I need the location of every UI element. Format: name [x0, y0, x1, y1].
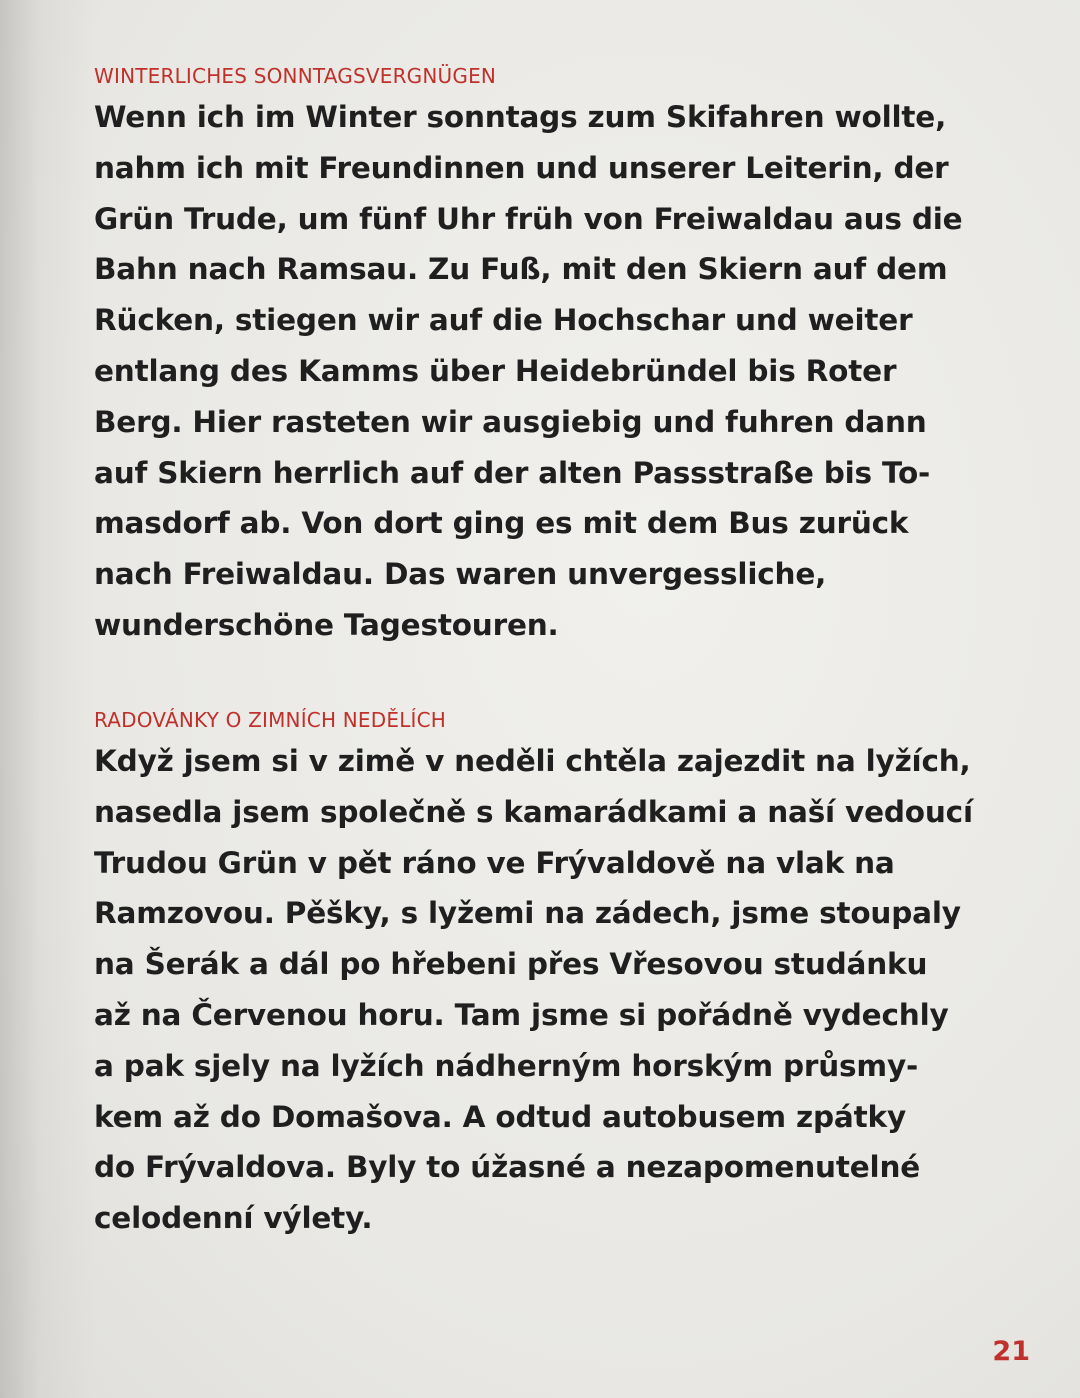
- german-line: Bahn nach Ramsau. Zu Fuß, mit den Skiern auf dem: [94, 252, 948, 287]
- german-line: nahm ich mit Freundinnen und unserer Leiterin, der: [94, 150, 949, 185]
- german-line: wunderschöne Tagestouren.: [94, 607, 559, 642]
- german-section: [94, 62, 1044, 651]
- czech-line: Trudou Grün v pět ráno ve Frývaldově na vlak na: [94, 845, 895, 880]
- german-line: auf Skiern herrlich auf der alten Passstraße bis To-: [94, 455, 931, 490]
- czech-line: na Šerák a dál po hřebeni přes Vřesovou studánku: [94, 947, 928, 982]
- czech-heading: RADOVÁNKY O ZIMNÍCH NEDĚLÍCH: [94, 708, 447, 732]
- czech-line: Ramzovou. Pěšky, s lyžemi na zádech, jsme stoupaly: [94, 896, 961, 931]
- page-number: 21: [992, 1336, 1030, 1367]
- german-line: nach Freiwaldau. Das waren unvergessliche,: [94, 557, 827, 592]
- german-line: Berg. Hier rasteten wir ausgiebig und fuhren dann: [94, 404, 927, 439]
- czech-line: celodenní výlety.: [94, 1201, 373, 1236]
- czech-line: a pak sjely na lyžích nádherným horským průsmy-: [94, 1048, 919, 1083]
- czech-line: až na Červenou horu. Tam jsme si pořádně vydechly: [94, 997, 949, 1032]
- german-line: Rücken, stiegen wir auf die Hochschar und weiter: [94, 303, 913, 338]
- czech-line: nasedla jsem společně s kamarádkami a naší vedoucí: [94, 794, 973, 829]
- czech-line: Když jsem si v zimě v neděli chtěla zajezdit na lyžích,: [94, 744, 971, 778]
- german-line: masdorf ab. Von dort ging es mit dem Bus zurück: [94, 506, 909, 541]
- german-heading: WINTERLICHES SONNTAGSVERGNÜGEN: [94, 64, 497, 88]
- german-line: Grün Trude, um fünf Uhr früh von Freiwaldau aus die: [94, 201, 963, 236]
- german-line: entlang des Kamms über Heidebründel bis Roter: [94, 353, 897, 388]
- czech-line: kem až do Domašova. A odtud autobusem zpátky: [94, 1099, 906, 1134]
- german-line: Wenn ich im Winter sonntags zum Skifahren wollte,: [94, 100, 947, 134]
- czech-section: [94, 706, 1044, 1244]
- czech-paragraph: [94, 736, 1044, 1244]
- german-paragraph: [94, 92, 1044, 651]
- czech-line: do Frývaldova. Byly to úžasné a nezapomenutelné: [94, 1150, 921, 1185]
